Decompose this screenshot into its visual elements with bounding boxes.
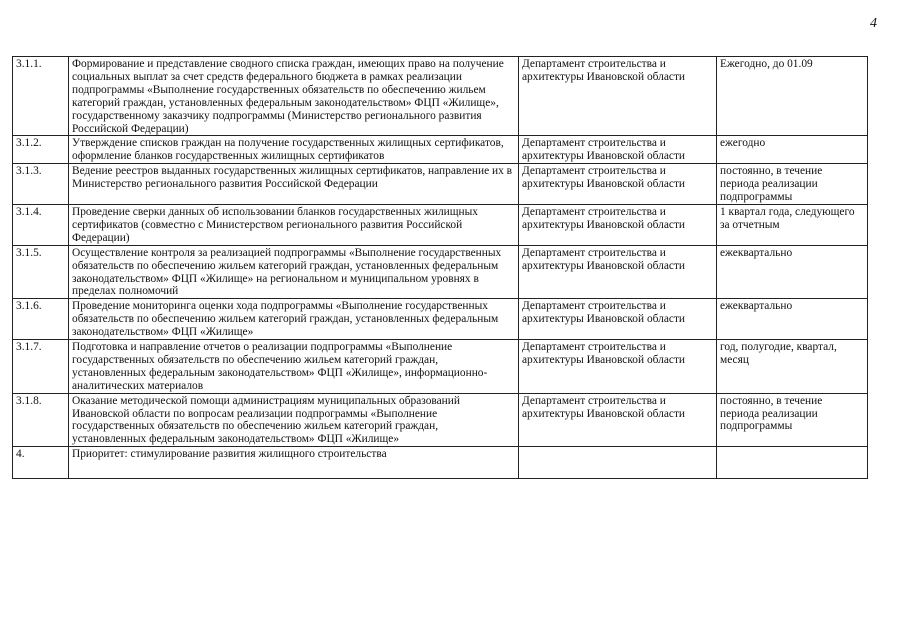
task-description: Проведение мониторинга оценки хода подпрограммы «Выполнение государственных обязательств по обеспечению жильем категорий граждан, установленных федеральным законодательством» ФЦП «Жилище»: [69, 299, 519, 340]
deadline: Ежегодно, до 01.09: [717, 57, 868, 136]
responsible-department: Департамент строительства и архитектуры Ивановской области: [519, 245, 717, 299]
responsible-department: Департамент строительства и архитектуры Ивановской области: [519, 340, 717, 394]
table-row: [13, 393, 868, 447]
page-number: 4: [870, 16, 877, 31]
responsible-department: Департамент строительства и архитектуры Ивановской области: [519, 299, 717, 340]
responsible-department: Департамент строительства и архитектуры Ивановской области: [519, 393, 717, 447]
task-description: Осуществление контроля за реализацией подпрограммы «Выполнение государственных обязательств по обеспечению жильем категорий граждан, установленных федеральным законодательством» ФЦП «Жилище» на региональном и муниципальном уровнях в пределах полномочий: [69, 245, 519, 299]
table-row: [13, 447, 868, 479]
table-row: [13, 136, 868, 164]
deadline: ежегодно: [717, 136, 868, 164]
responsible-department: [519, 447, 717, 479]
item-number: 3.1.2.: [13, 136, 69, 164]
deadline: постоянно, в течение периода реализации подпрограммы: [717, 164, 868, 205]
task-description: Подготовка и направление отчетов о реализации подпрограммы «Выполнение государственных обязательств по обеспечению жильем категорий граждан, установленных федеральным законодательством» ФЦП «Жилище», информационно-аналитических материалов: [69, 340, 519, 394]
task-description: Формирование и представление сводного списка граждан, имеющих право на получение социальных выплат за счет средств федерального бюджета в рамках реализации подпрограммы «Выполнение государственных обязательств по обеспечению жильем категорий граждан, установленных федеральным законодательством» ФЦП «Жилище», государственному заказчику подпрограммы (Министерство регионального развития Российской Федерации): [69, 57, 519, 136]
deadline: [717, 447, 868, 479]
deadline: ежеквартально: [717, 299, 868, 340]
table-row: [13, 299, 868, 340]
item-number: 3.1.7.: [13, 340, 69, 394]
deadline: ежеквартально: [717, 245, 868, 299]
table-row: [13, 204, 868, 245]
responsible-department: Департамент строительства и архитектуры Ивановской области: [519, 57, 717, 136]
item-number: 3.1.3.: [13, 164, 69, 205]
responsible-department: Департамент строительства и архитектуры Ивановской области: [519, 164, 717, 205]
table-row: [13, 57, 868, 136]
task-description: Оказание методической помощи администрациям муниципальных образований Ивановской области по вопросам реализации подпрограммы «Выполнение государственных обязательств по обеспечению жильем категорий граждан, установленных федеральным законодательством» ФЦП «Жилище»: [69, 393, 519, 447]
item-number: 4.: [13, 447, 69, 479]
table-row: [13, 164, 868, 205]
table-row: [13, 340, 868, 394]
item-number: 3.1.1.: [13, 57, 69, 136]
task-description: Проведение сверки данных об использовании бланков государственных жилищных сертификатов (совместно с Министерством регионального развития Российской Федерации): [69, 204, 519, 245]
item-number: 3.1.4.: [13, 204, 69, 245]
action-plan-table: [12, 56, 868, 479]
deadline: постоянно, в течение периода реализации подпрограммы: [717, 393, 868, 447]
task-description: Приоритет: стимулирование развития жилищного строительства: [69, 447, 519, 479]
responsible-department: Департамент строительства и архитектуры Ивановской области: [519, 136, 717, 164]
table-row: [13, 245, 868, 299]
deadline: 1 квартал года, следующего за отчетным: [717, 204, 868, 245]
task-description: Утверждение списков граждан на получение государственных жилищных сертификатов, оформление бланков государственных жилищных сертификатов: [69, 136, 519, 164]
deadline: год, полугодие, квартал, месяц: [717, 340, 868, 394]
responsible-department: Департамент строительства и архитектуры Ивановской области: [519, 204, 717, 245]
item-number: 3.1.5.: [13, 245, 69, 299]
item-number: 3.1.8.: [13, 393, 69, 447]
task-description: Ведение реестров выданных государственных жилищных сертификатов, направление их в Министерство регионального развития Российской Федерации: [69, 164, 519, 205]
item-number: 3.1.6.: [13, 299, 69, 340]
